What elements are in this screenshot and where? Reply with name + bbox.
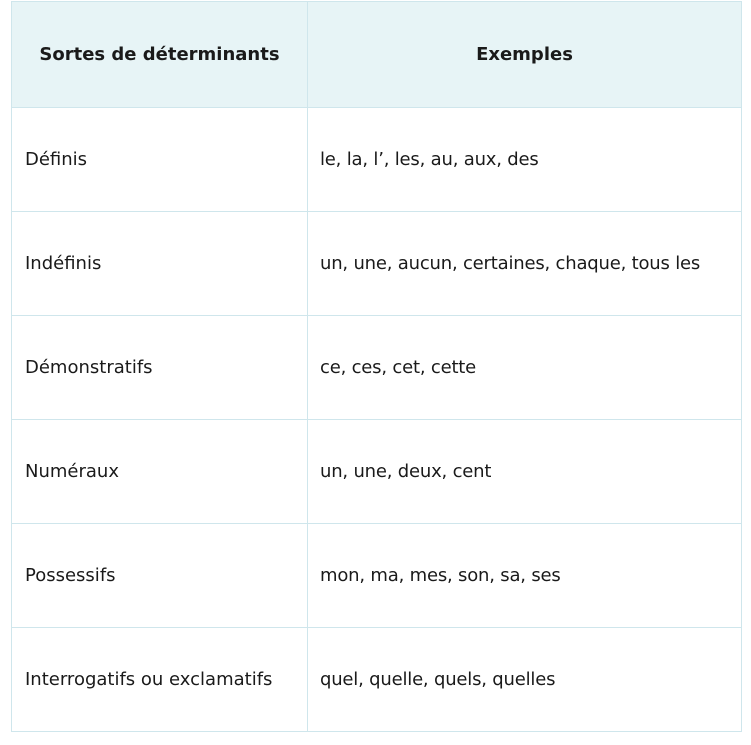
row-type: Définis <box>12 108 308 212</box>
row-examples: le, la, l’, les, au, aux, des <box>308 108 742 212</box>
table-header <box>12 2 742 108</box>
row-examples: un, une, deux, cent <box>308 420 742 524</box>
table-row <box>12 108 742 212</box>
row-type: Numéraux <box>12 420 308 524</box>
header-kinds: Sortes de déterminants <box>12 2 308 108</box>
header-row <box>12 2 742 108</box>
row-examples: un, une, aucun, certaines, chaque, tous les <box>308 212 742 316</box>
table-row <box>12 628 742 732</box>
row-type: Interrogatifs ou exclamatifs <box>12 628 308 732</box>
row-examples: quel, quelle, quels, quelles <box>308 628 742 732</box>
determinants-table <box>11 1 742 732</box>
table-body <box>12 108 742 732</box>
row-type: Indéfinis <box>12 212 308 316</box>
row-examples: mon, ma, mes, son, sa, ses <box>308 524 742 628</box>
table-row <box>12 420 742 524</box>
table-row <box>12 524 742 628</box>
table-row <box>12 316 742 420</box>
row-type: Démonstratifs <box>12 316 308 420</box>
table-row <box>12 212 742 316</box>
row-type: Possessifs <box>12 524 308 628</box>
header-examples: Exemples <box>308 2 742 108</box>
row-examples: ce, ces, cet, cette <box>308 316 742 420</box>
